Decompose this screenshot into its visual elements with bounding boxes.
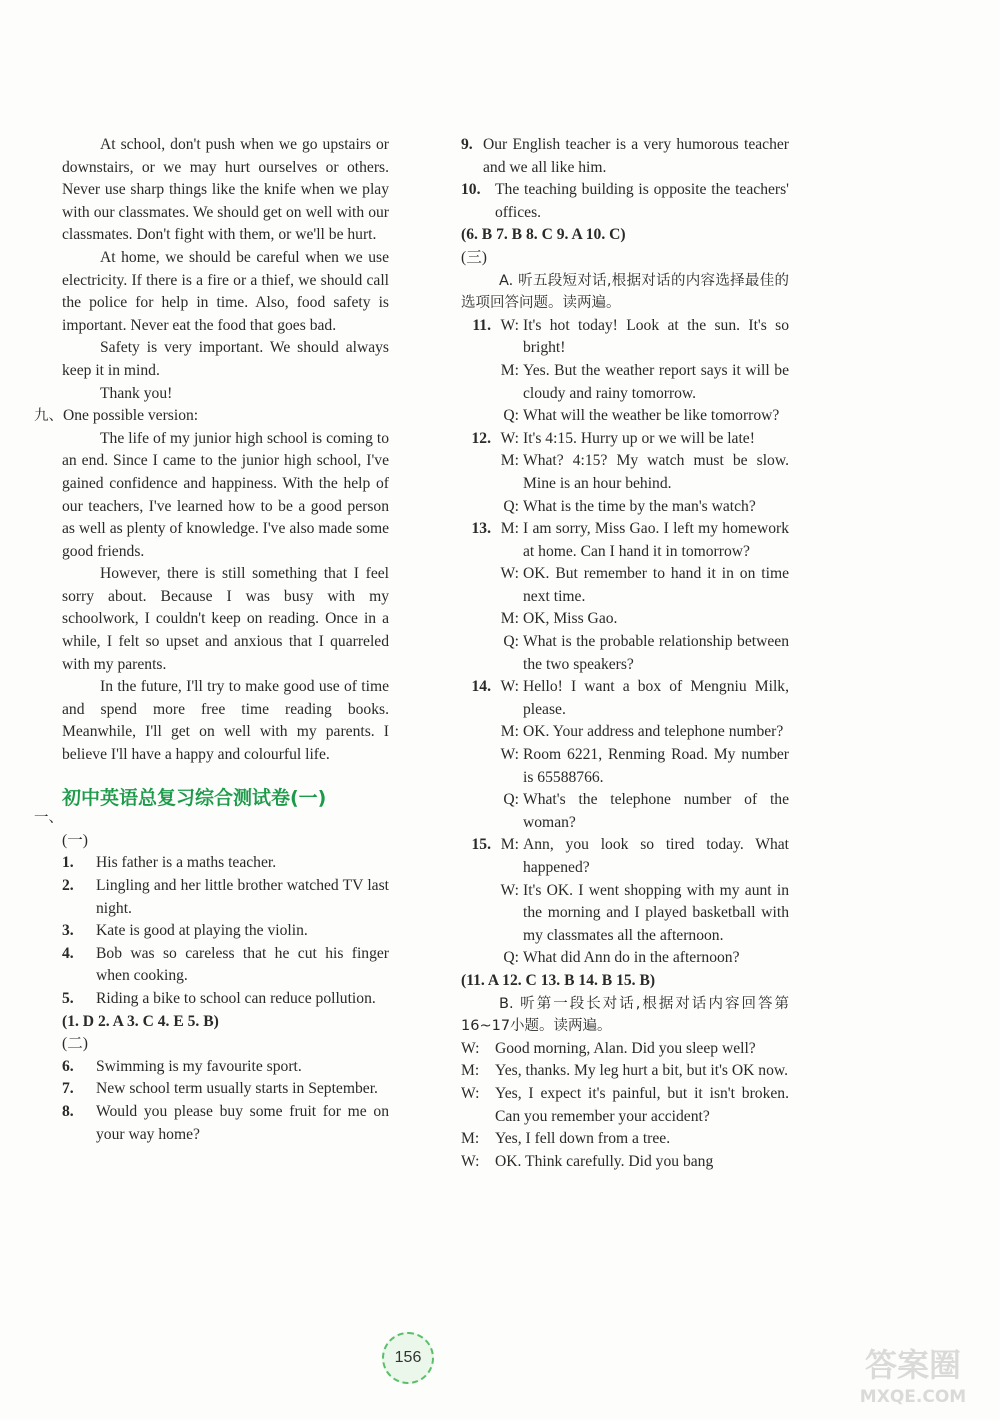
question-number — [461, 496, 495, 519]
essay-paragraph-2: However, there is still something that I feel sorry about. Because I was busy with my schoolwork, I couldn't keep on reading. Once in a while, I felt so upset and anxious that I quarreled with my parents. — [62, 565, 389, 673]
section-nine-intro: One possible version: — [63, 407, 199, 425]
sentence-list-2 — [62, 1056, 389, 1146]
dialog-text: What? 4:15? My watch must be slow. Mine is an hour behind. — [523, 452, 789, 492]
item-number: 9. — [461, 136, 473, 153]
question-number: 14. — [471, 678, 491, 696]
essay-paragraph-3: In the future, I'll try to make good use of time and spend more free time reading books. Meanwhile, I'll get on well with my parents. I believe I'll have a happy and colourful life. — [62, 678, 389, 764]
question-number — [461, 721, 495, 744]
question-number — [461, 631, 495, 676]
item-text: Riding a bike to school can reduce pollution. — [96, 989, 376, 1007]
sentence-list-1 — [62, 852, 389, 1010]
dialog-line — [461, 631, 789, 676]
speaker-label: Q: — [503, 633, 519, 651]
dialog-text: Yes, I expect it's painful, but it isn't broken. Can you remember your accident? — [495, 1084, 789, 1125]
speaker-label: M: — [500, 836, 519, 854]
dialog-text: What is the time by the man's watch? — [523, 497, 756, 515]
dialog-line — [461, 496, 789, 519]
dialog-block — [461, 315, 789, 428]
item-number: 6. — [62, 1057, 74, 1075]
dialog-line — [461, 947, 789, 970]
speaker-label: W: — [500, 881, 519, 899]
subsection-2-label: (二) — [62, 1035, 88, 1053]
item-text: Bob was so careless that he cut his finger when cooking. — [96, 944, 389, 985]
speaker-label: W: — [500, 316, 519, 334]
test-paper-title: 初中英语总复习综合测试卷(一) — [62, 786, 327, 809]
speaker-label: Q: — [503, 497, 519, 515]
speaker-label: W: — [500, 565, 519, 583]
item-number: 5. — [62, 989, 74, 1007]
svg-text:MXQE.COM: MXQE.COM — [859, 1387, 967, 1407]
question-number — [461, 880, 495, 948]
svg-text:答案圈: 答案圈 — [864, 1346, 962, 1384]
subsection-1-label: (一) — [62, 831, 88, 849]
speaker-label: M: — [461, 1130, 480, 1148]
item-text: The teaching building is opposite the teachers' offices. — [495, 181, 789, 221]
answer-key-3: (11. A 12. C 13. B 14. B 15. B) — [461, 971, 656, 989]
instruction-a: A. 听五段短对话,根据对话的内容选择最佳的选项回答问题。读两遍。 — [461, 272, 789, 312]
dialog-text: What did Ann do in the afternoon? — [523, 949, 740, 967]
dialog-line — [461, 1128, 789, 1151]
dialog-line — [461, 518, 789, 563]
dialog-line — [461, 450, 789, 495]
speaker-label: W: — [500, 746, 519, 764]
question-number — [461, 405, 495, 428]
item-number: 10. — [461, 181, 481, 199]
dialog-text: OK. Your address and telephone number? — [523, 723, 784, 741]
question-number — [461, 608, 495, 631]
list-item — [62, 852, 389, 875]
dialog-line — [461, 405, 789, 428]
question-number — [461, 744, 495, 789]
dialog-line — [461, 789, 789, 834]
left-column — [34, 134, 389, 1146]
item-text: Our English teacher is a very humorous teacher and we all like him. — [483, 136, 789, 176]
item-text: Would you please buy some fruit for me on your way home? — [96, 1102, 389, 1143]
speaker-label: W: — [461, 1152, 480, 1170]
short-dialogs — [461, 315, 789, 970]
dialog-line — [461, 834, 789, 879]
dialog-text: OK, Miss Gao. — [523, 610, 618, 628]
speaker-label: Q: — [503, 791, 519, 809]
item-number: 7. — [62, 1080, 74, 1098]
speaker-label: W: — [461, 1084, 480, 1102]
question-number — [461, 789, 495, 834]
dialog-line — [461, 428, 789, 451]
dialog-text: What is the probable relationship between the two speakers? — [523, 633, 789, 673]
dialog-text: It's OK. I went shopping with my aunt in the morning and I played basketball with my classmates all the afternoon. — [523, 881, 789, 944]
dialog-text: Good morning, Alan. Did you sleep well? — [495, 1039, 756, 1057]
speaker-label: M: — [500, 361, 519, 379]
dialog-line — [461, 1060, 789, 1083]
item-number: 8. — [62, 1102, 74, 1120]
list-item — [62, 875, 389, 920]
speaker-label: M: — [500, 723, 519, 741]
essay-paragraph-1: The life of my junior high school is coming to an end. Since I came to the junior high school, I've gained confidence and happiness. With the help of our teachers, I've learned how to be a good person as well as plenty of knowledge. I've also made some good friends. — [62, 429, 389, 560]
dialog-line — [461, 1038, 789, 1061]
dialog-line — [461, 880, 789, 948]
dialog-text: Hello! I want a box of Mengniu Milk, please. — [523, 678, 789, 718]
dialog-text: OK. But remember to hand it in on time next time. — [523, 565, 789, 605]
speech-closing: Thank you! — [100, 384, 173, 402]
question-number: 15. — [471, 836, 491, 854]
item-number: 1. — [62, 854, 74, 872]
speech-paragraph-2: At home, we should be careful when we use electricity. If there is a fire or a thief, we should call the police for help in time. Also, food safety is important. Never eat the food that goes bad. — [62, 248, 389, 334]
dialog-block — [461, 834, 789, 970]
watermark-logo-icon — [834, 1338, 992, 1408]
dialog-text: Yes. But the weather report says it will be cloudy and rainy tomorrow. — [523, 361, 789, 402]
dialog-line — [461, 721, 789, 744]
item-number: 3. — [62, 922, 74, 940]
speaker-label: Q: — [503, 949, 519, 967]
long-dialog — [461, 1038, 789, 1174]
list-item — [461, 179, 789, 224]
dialog-block — [461, 676, 789, 834]
list-item — [62, 943, 389, 988]
dialog-block — [461, 518, 789, 676]
speaker-label: M: — [461, 1062, 480, 1080]
question-number — [461, 947, 495, 970]
dialog-line — [461, 563, 789, 608]
speaker-label: M: — [500, 610, 519, 628]
dialog-line — [461, 1151, 789, 1174]
dialog-line — [461, 744, 789, 789]
dialog-text: Yes, I fell down from a tree. — [495, 1130, 671, 1148]
dialog-text: Yes, thanks. My leg hurt a bit, but it's OK now. — [495, 1062, 789, 1080]
dialog-text: What will the weather be like tomorrow? — [523, 407, 780, 425]
dialog-line — [461, 676, 789, 721]
item-text: His father is a maths teacher. — [96, 854, 277, 872]
speaker-label: Q: — [503, 407, 519, 425]
dialog-line — [461, 360, 789, 405]
question-number: 11. — [472, 316, 491, 334]
section-nine-label: 九、 — [34, 408, 63, 425]
dialog-text: It's 4:15. Hurry up or we will be late! — [523, 429, 755, 447]
dialog-block — [461, 428, 789, 518]
dialog-text: I am sorry, Miss Gao. I left my homework at home. Can I hand it in tomorrow? — [523, 520, 789, 560]
speaker-label: M: — [500, 452, 519, 470]
list-item — [461, 134, 789, 179]
dialog-line — [461, 608, 789, 631]
dialog-text: OK. Think carefully. Did you bang — [495, 1152, 714, 1170]
speaker-label: W: — [500, 678, 519, 696]
answer-key-2: (6. B 7. B 8. C 9. A 10. C) — [461, 226, 626, 244]
item-number: 2. — [62, 877, 74, 894]
speaker-label: W: — [500, 429, 519, 447]
subsection-3-label: (三) — [461, 248, 487, 266]
question-number: 12. — [471, 429, 491, 447]
item-text: Swimming is my favourite sport. — [96, 1057, 302, 1075]
speaker-label: M: — [500, 520, 519, 538]
dialog-text: Ann, you look so tired today. What happened? — [523, 836, 789, 876]
right-column — [461, 134, 789, 1173]
item-number: 4. — [62, 944, 74, 962]
part-one-label: 一、 — [34, 810, 63, 827]
dialog-line — [461, 1083, 789, 1128]
question-number: 13. — [471, 520, 491, 538]
item-text: Kate is good at playing the violin. — [96, 922, 308, 940]
speaker-label: W: — [461, 1039, 480, 1057]
item-text: New school term usually starts in September. — [96, 1080, 378, 1098]
dialog-line — [461, 315, 789, 360]
answer-key-1: (1. D 2. A 3. C 4. E 5. B) — [62, 1012, 219, 1030]
list-item — [62, 1101, 389, 1146]
question-number — [461, 563, 495, 608]
page-number: 156 — [382, 1332, 434, 1384]
dialog-text: What's the telephone number of the woman? — [523, 791, 789, 831]
item-text: Lingling and her little brother watched TV last night. — [96, 877, 389, 917]
question-number — [461, 450, 495, 495]
dialog-text: Room 6221, Renming Road. My number is 65588766. — [523, 746, 789, 786]
speech-paragraph-1: At school, don't push when we go upstairs or downstairs, or we may hurt ourselves or others. Never use sharp things like the knife when we play with our classmates. We should get on well with our classmates. Don't fight with them, or we'll be hurt. — [62, 136, 389, 244]
speech-paragraph-3: Safety is very important. We should always keep it in mind. — [62, 339, 389, 379]
list-item — [62, 1056, 389, 1079]
question-number — [461, 360, 495, 405]
list-item — [62, 1078, 389, 1101]
list-item — [62, 988, 389, 1011]
section-nine-heading — [34, 405, 389, 428]
list-item — [62, 920, 389, 943]
instruction-b: B. 听第一段长对话,根据对话内容回答第16~17小题。读两遍。 — [461, 995, 789, 1035]
dialog-text: It's hot today! Look at the sun. It's so bright! — [523, 316, 789, 357]
